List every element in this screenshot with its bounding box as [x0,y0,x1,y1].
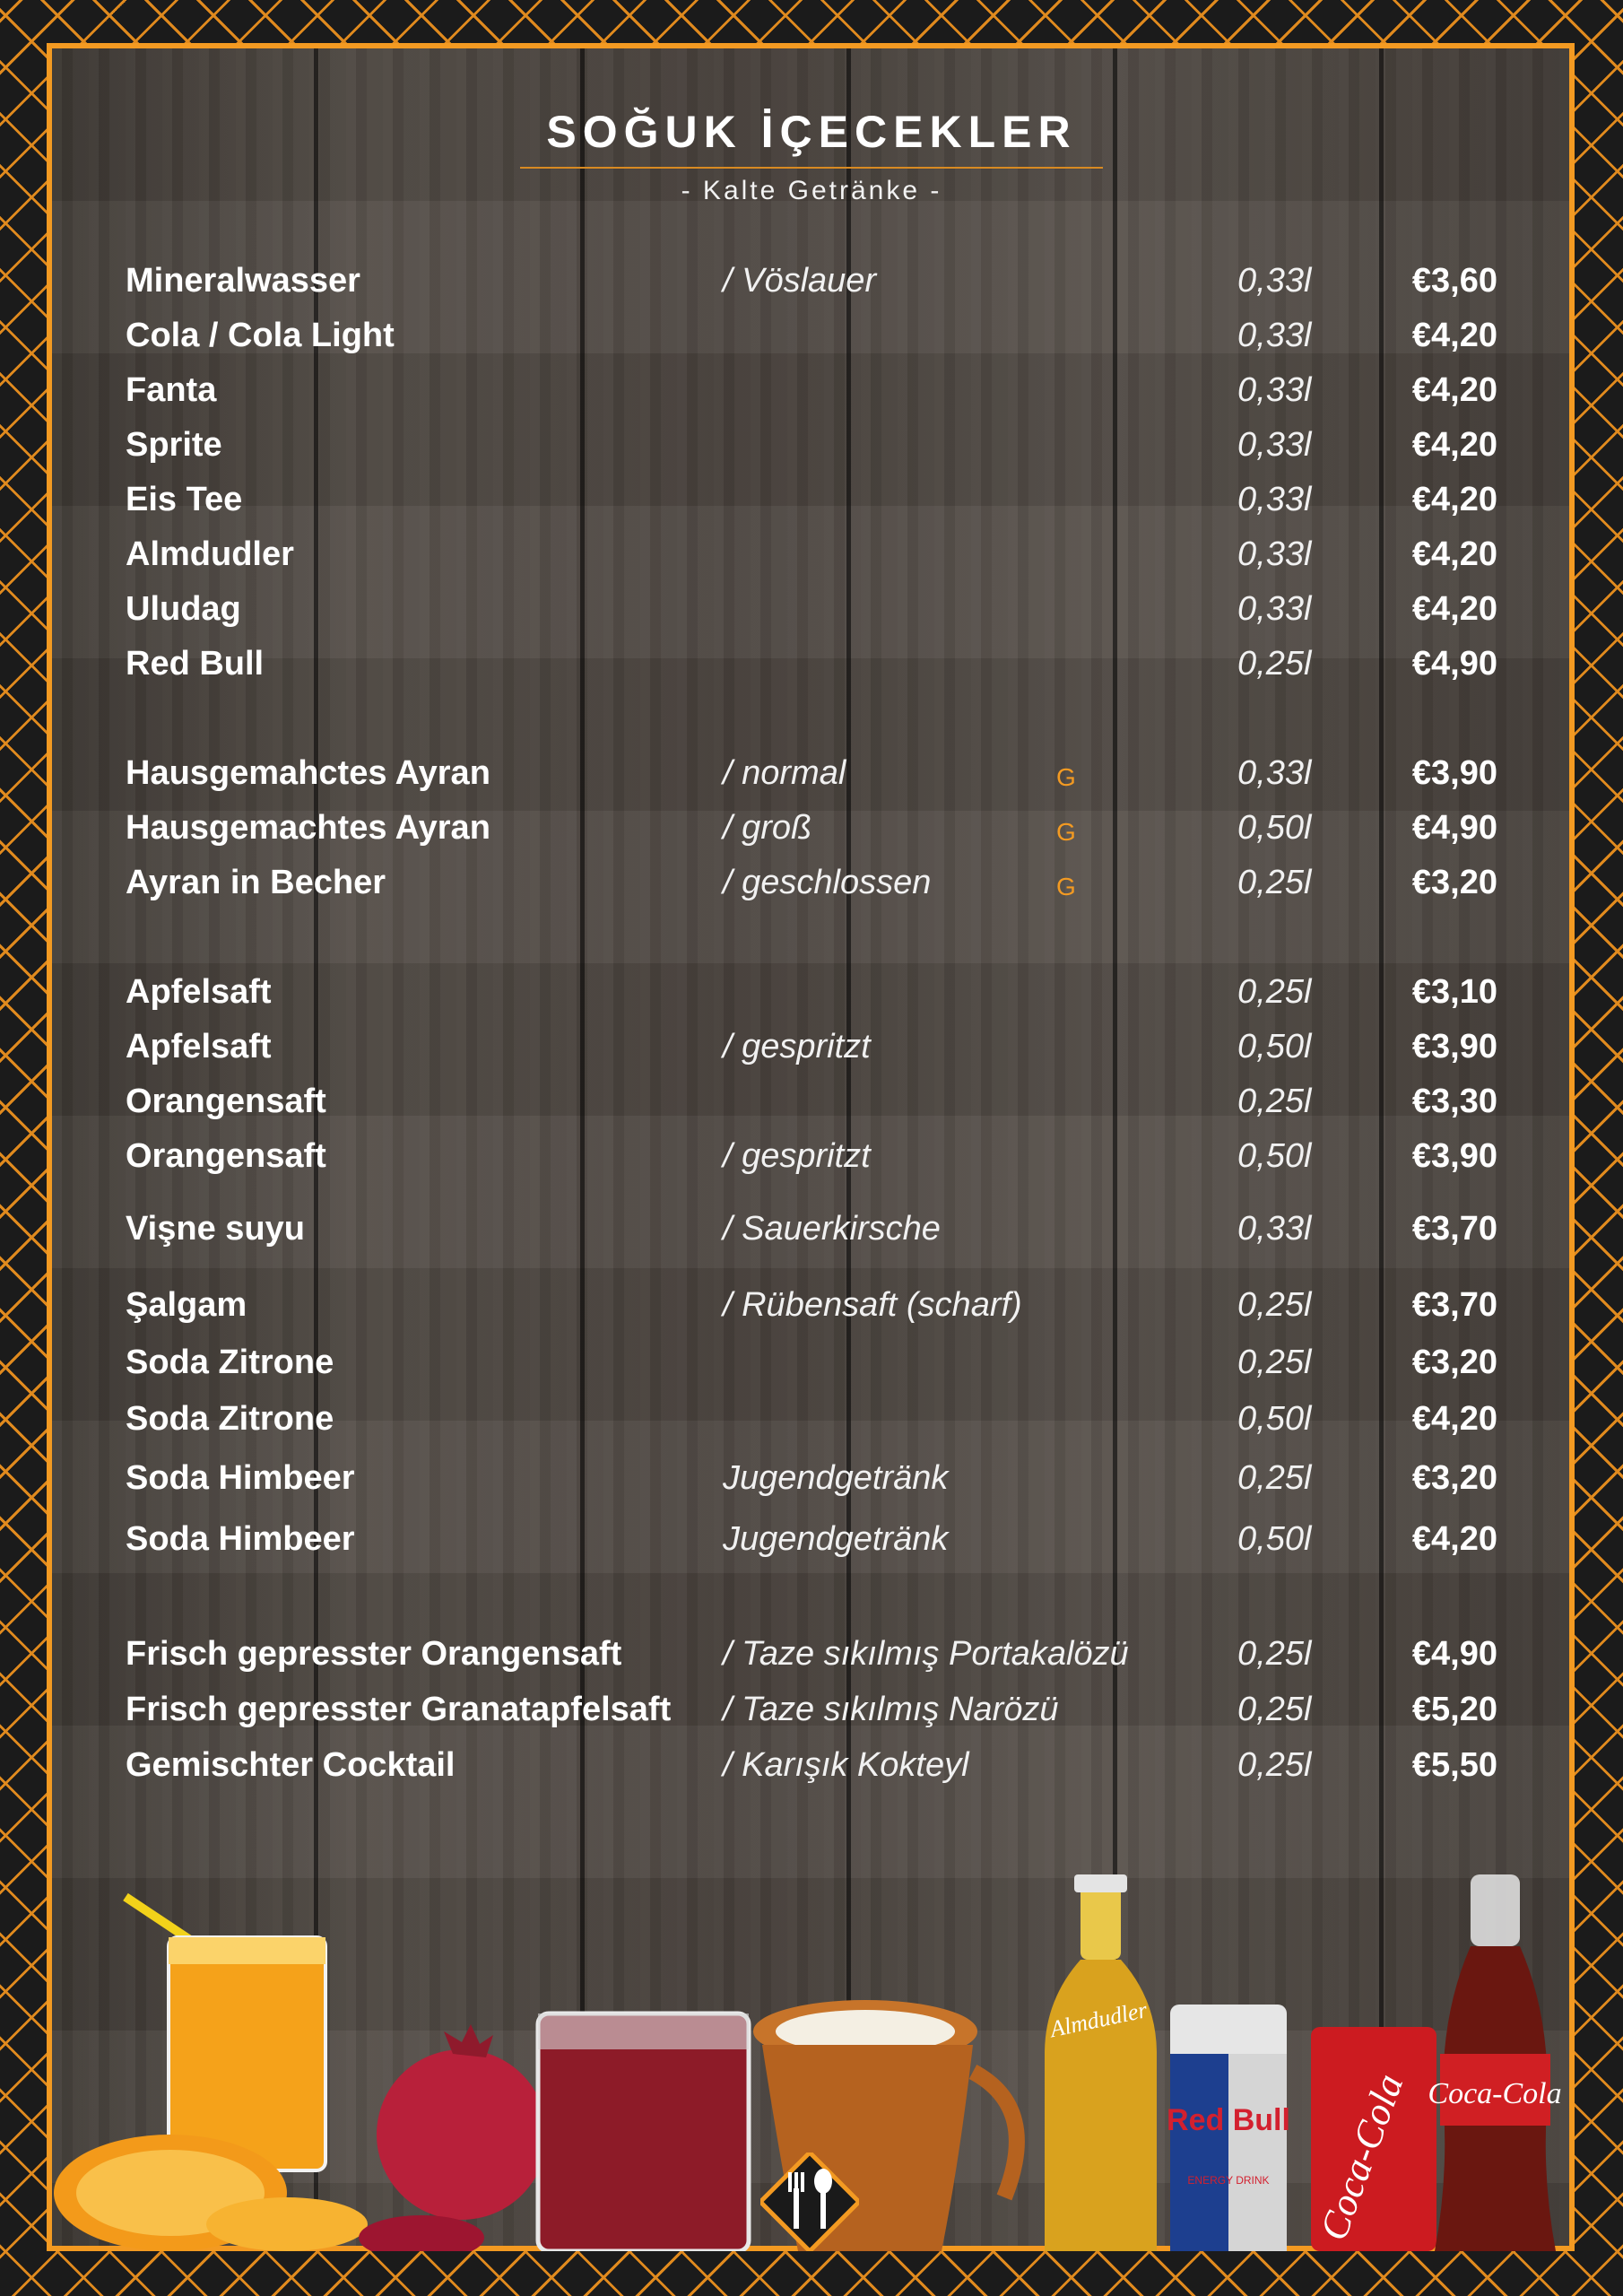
drink-name: Fanta [126,371,217,409]
drink-volume: 0,25l [1237,973,1312,1011]
drink-name: Soda Himbeer [126,1459,355,1497]
drink-note: / groß [723,809,812,847]
drink-price: €4,90 [1411,809,1497,847]
drink-volume: 0,33l [1237,426,1312,464]
drink-name: Frisch gepresster Granatapfelsaft [126,1691,672,1728]
menu-row [0,1746,1623,1791]
redbull-can [1167,2005,1290,2251]
drink-price: €4,20 [1411,317,1497,354]
allergen-mark: G [1056,818,1076,846]
drink-price: €5,20 [1411,1691,1497,1728]
redbull-sublabel: ENERGY DRINK [1187,2174,1270,2187]
drink-name: Uludag [126,590,241,628]
menu-row [0,973,1623,1018]
menu-row [0,1137,1623,1182]
pomegranate [359,2024,547,2251]
drink-price: €4,20 [1411,535,1497,573]
drink-volume: 0,25l [1237,1635,1312,1673]
drink-name: Gemischter Cocktail [126,1746,456,1784]
menu-row [0,1286,1623,1331]
drink-name: Red Bull [126,645,265,683]
drink-price: €4,20 [1411,371,1497,409]
drink-name: Cola / Cola Light [126,317,395,354]
drink-name: Frisch gepresster Orangensaft [126,1635,622,1673]
drink-price: €4,20 [1411,1520,1497,1558]
menu-row [0,371,1623,416]
drink-volume: 0,50l [1237,1137,1312,1175]
drink-price: €4,20 [1411,590,1497,628]
almdudler-label: Almdudler [1047,1996,1150,2043]
drink-volume: 0,25l [1237,1344,1312,1381]
drink-volume: 0,25l [1237,645,1312,683]
allergen-mark: G [1056,873,1076,900]
menu-row [0,1083,1623,1127]
drink-price: €3,70 [1411,1286,1497,1324]
drink-name: Vişne suyu [126,1210,305,1248]
drink-price: €3,60 [1411,262,1497,300]
menu-row [0,645,1623,690]
drink-note: / Sauerkirsche [723,1210,941,1248]
menu-row [0,864,1623,909]
drink-note: / Taze sıkılmış Narözü [723,1691,1059,1728]
redbull-label: Red Bull [1167,2103,1290,2137]
drink-name: Şalgam [126,1286,247,1324]
drink-note: / Rübensaft (scharf) [723,1286,1022,1324]
drink-name: Apfelsaft [126,973,272,1011]
sherbet-glass [538,2013,749,2251]
drink-volume: 0,50l [1237,809,1312,847]
title-underline [520,167,1103,169]
menu-row [0,1635,1623,1680]
drink-volume: 0,33l [1237,262,1312,300]
menu-title: SOĞUK İÇECEKLER [546,107,1077,157]
drink-volume: 0,33l [1237,317,1312,354]
drink-note: / normal [723,754,846,792]
drink-price: €4,20 [1411,481,1497,518]
drink-note: / Vöslauer [723,262,877,300]
menu-row [0,481,1623,526]
drink-note: Jugendgetränk [723,1520,949,1558]
drink-price: €3,70 [1411,1210,1497,1248]
menu-row [0,535,1623,580]
orange-juice-glass [126,1897,325,2170]
menu-row [0,1028,1623,1073]
drink-volume: 0,25l [1237,864,1312,901]
drink-note: / geschlossen [723,864,932,901]
drink-price: €3,30 [1411,1083,1497,1120]
drink-volume: 0,50l [1237,1400,1312,1438]
drink-price: €3,20 [1411,1344,1497,1381]
menu-row [0,317,1623,361]
drink-price: €3,90 [1411,754,1497,792]
drink-price: €5,50 [1411,1746,1497,1784]
drink-volume: 0,33l [1237,535,1312,573]
drink-name: Soda Zitrone [126,1344,334,1381]
drink-name: Orangensaft [126,1083,326,1120]
cola-can-label: Coca-Cola [1311,2067,1412,2247]
drink-note: / gespritzt [723,1028,871,1065]
drink-price: €4,90 [1411,645,1497,683]
menu-row [0,754,1623,799]
drink-price: €3,20 [1411,1459,1497,1497]
drink-price: €4,20 [1411,426,1497,464]
allergen-mark: G [1056,763,1076,791]
drink-volume: 0,50l [1237,1028,1312,1065]
drink-name: Soda Zitrone [126,1400,334,1438]
menu-row [0,426,1623,471]
drink-volume: 0,33l [1237,481,1312,518]
cola-bottle [1428,1874,1561,2251]
drink-price: €4,90 [1411,1635,1497,1673]
drink-volume: 0,33l [1237,754,1312,792]
menu-row [0,1210,1623,1255]
fork-spoon-icon [760,2152,859,2251]
menu-row [0,1691,1623,1735]
drink-name: Apfelsaft [126,1028,272,1065]
menu-row [0,1459,1623,1504]
almdudler-bottle [1045,1874,1157,2251]
drink-name: Ayran in Becher [126,864,386,901]
drink-volume: 0,25l [1237,1083,1312,1120]
drink-name: Hausgemachtes Ayran [126,809,490,847]
drink-note: / Taze sıkılmış Portakalözü [723,1635,1129,1673]
cola-can [1311,2027,1436,2251]
drink-volume: 0,25l [1237,1286,1312,1324]
drink-volume: 0,33l [1237,590,1312,628]
drink-note: / Karışık Kokteyl [723,1746,969,1784]
drink-name: Eis Tee [126,481,243,518]
menu-row [0,590,1623,635]
menu-subtitle: - Kalte Getränke - [681,176,942,205]
menu-row [0,1400,1623,1445]
drink-price: €3,90 [1411,1137,1497,1175]
drink-volume: 0,25l [1237,1459,1312,1497]
menu-row [0,1344,1623,1388]
drink-volume: 0,25l [1237,1691,1312,1728]
cola-bottle-label: Coca-Cola [1428,2077,1562,2110]
drink-price: €3,20 [1411,864,1497,901]
drink-price: €3,90 [1411,1028,1497,1065]
drink-name: Sprite [126,426,222,464]
drink-volume: 0,25l [1237,1746,1312,1784]
drink-name: Mineralwasser [126,262,360,300]
drink-name: Soda Himbeer [126,1520,355,1558]
menu-row [0,809,1623,854]
drink-price: €3,10 [1411,973,1497,1011]
drink-name: Almdudler [126,535,294,573]
menu-row [0,1520,1623,1565]
drink-note: / gespritzt [723,1137,871,1175]
menu-row [0,262,1623,307]
drink-name: Orangensaft [126,1137,326,1175]
drink-note: Jugendgetränk [723,1459,949,1497]
drink-price: €4,20 [1411,1400,1497,1438]
drink-name: Hausgemahctes Ayran [126,754,490,792]
drink-volume: 0,33l [1237,371,1312,409]
drink-volume: 0,50l [1237,1520,1312,1558]
drink-volume: 0,33l [1237,1210,1312,1248]
